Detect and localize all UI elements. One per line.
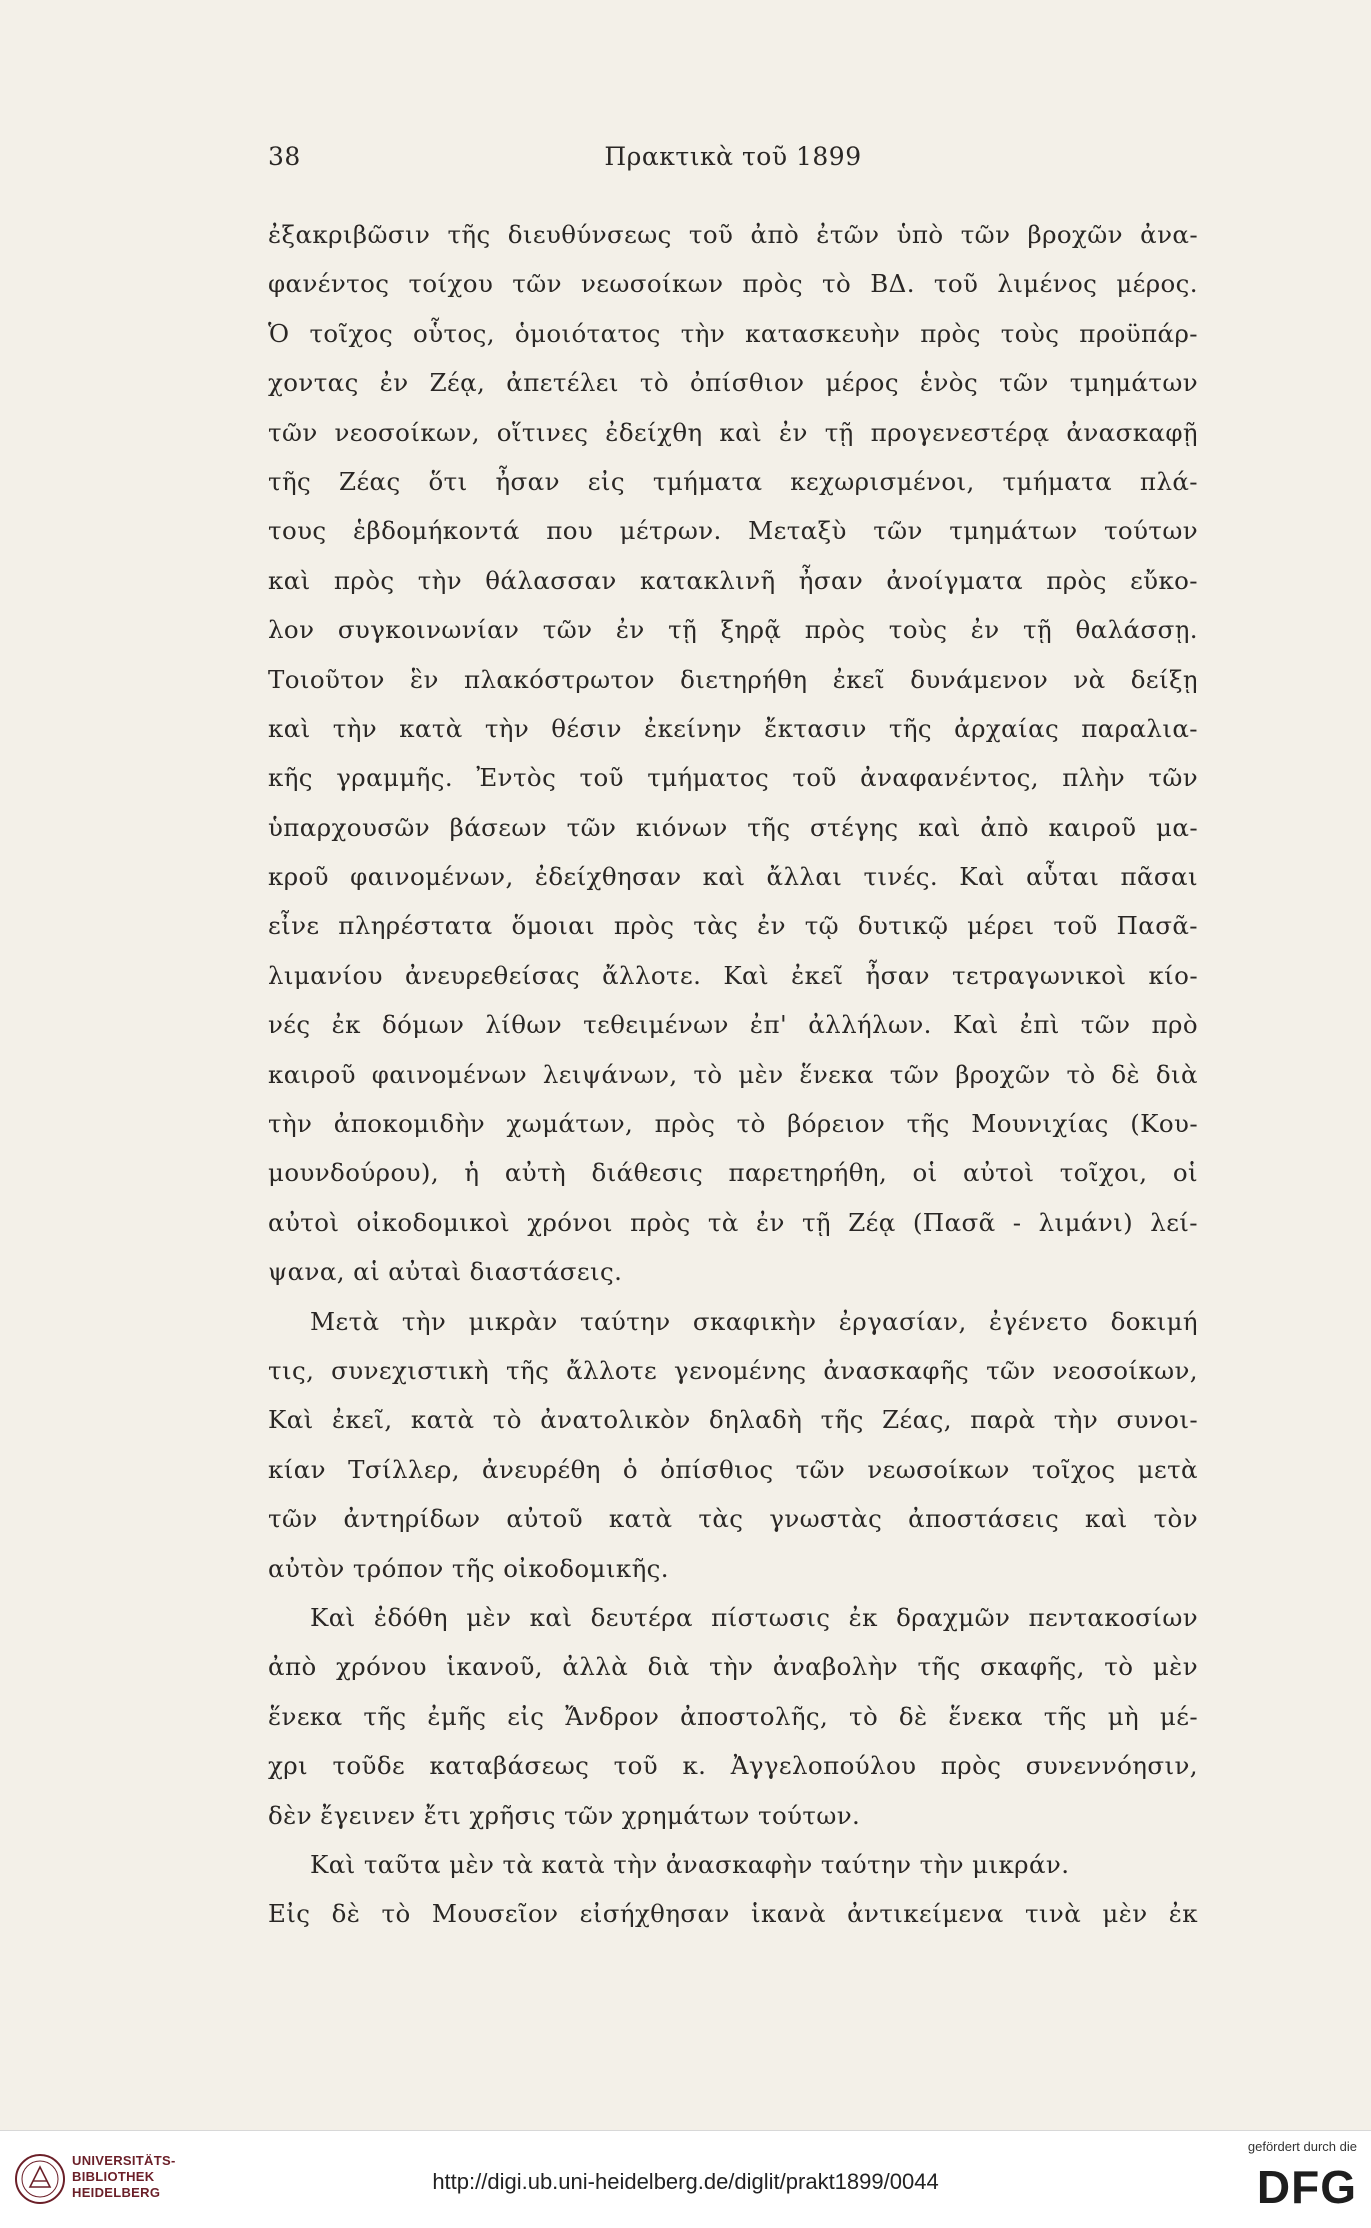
sponsor-logo[interactable]: [1207, 2139, 1357, 2223]
text-line: τῆς Ζέας ὅτι ἦσαν εἰς τμήματα κεχωρισμένοι, τμήματα πλά-: [268, 466, 1198, 496]
text-line: ὑπαρχουσῶν βάσεων τῶν κιόνων τῆς στέγης καὶ ἀπὸ καιροῦ μα-: [268, 812, 1198, 842]
text-line: Καὶ ἐδόθη μὲν καὶ δευτέρα πίστωσις ἐκ δραχμῶν πεντακοσίων: [310, 1602, 1198, 1632]
text-line: κροῦ φαινομένων, ἐδείχθησαν καὶ ἄλλαι τινές. Καὶ αὗται πᾶσαι: [268, 862, 1198, 892]
institution-line: BIBLIOTHEK: [72, 2169, 155, 2184]
text-line: Τοιοῦτον ἓν πλακόστρωτον διετηρήθη ἐκεῖ δυνάμενον νὰ δείξῃ: [268, 664, 1198, 694]
page-number: 38: [268, 142, 301, 171]
text-line: τις, συνεχιστικὴ τῆς ἄλλοτε γενομένης ἀνασκαφῆς τῶν νεοσοίκων,: [268, 1355, 1198, 1385]
text-line: ἀπὸ χρόνου ἱκανοῦ, ἀλλὰ διὰ τὴν ἀναβολὴν τῆς σκαφῆς, τὸ μὲν: [268, 1652, 1198, 1682]
text-line: τῶν ἀντηρίδων αὐτοῦ κατὰ τὰς γνωστὰς ἀποστάσεις καὶ τὸν: [268, 1504, 1198, 1534]
sponsor-caption: gefördert durch die: [1247, 2139, 1357, 2154]
text-line: ἕνεκα τῆς ἐμῆς εἰς Ἄνδρον ἀποστολῆς, τὸ δὲ ἕνεκα τῆς μὴ μέ-: [268, 1701, 1198, 1731]
text-line: κῆς γραμμῆς. Ἐντὸς τοῦ τμήματος τοῦ ἀναφανέντος, πλὴν τῶν: [268, 763, 1198, 793]
text-line: Ὁ τοῖχος οὗτος, ὁμοιότατος τὴν κατασκευὴν πρὸς τοὺς προϋπάρ-: [268, 318, 1198, 348]
text-line: αὐτὸν τρόπον τῆς οἰκοδομικῆς.: [268, 1553, 669, 1583]
text-line: Μετὰ τὴν μικρὰν ταύτην σκαφικὴν ἐργασίαν, ἐγένετο δοκιμή: [310, 1306, 1198, 1336]
text-line: Εἰς δὲ τὸ Μουσεῖον εἰσήχθησαν ἱκανὰ ἀντικείμενα τινὰ μὲν ἐκ: [268, 1899, 1198, 1929]
text-line: εἶνε πληρέστατα ὅμοιαι πρὸς τὰς ἐν τῷ δυτικῷ μέρει τοῦ Πασᾶ-: [268, 911, 1198, 941]
viewer-footer: [0, 2130, 1371, 2228]
permalink-url[interactable]: http://digi.ub.uni-heidelberg.de/diglit/prakt1899/0044: [432, 2169, 939, 2194]
text-line: λον συγκοινωνίαν τῶν ἐν τῇ ξηρᾷ πρὸς τοὺς ἐν τῇ θαλάσσῃ.: [268, 615, 1198, 645]
text-line: μουνδούρου), ἡ αὐτὴ διάθεσις παρετηρήθη, οἱ αὐτοὶ τοῖχοι, οἱ: [268, 1158, 1198, 1188]
text-line: δὲν ἔγεινεν ἔτι χρῆσις τῶν χρημάτων τούτων.: [268, 1800, 861, 1830]
text-line: καιροῦ φαινομένων λειψάνων, τὸ μὲν ἕνεκα τῶν βροχῶν τὸ δὲ διὰ: [268, 1059, 1198, 1089]
text-line: Καὶ ταῦτα μὲν τὰ κατὰ τὴν ἀνασκαφὴν ταύτην τὴν μικράν.: [310, 1849, 1070, 1879]
dfg-logo-text: DFG: [1256, 2161, 1357, 2213]
text-line: λιμανίου ἀνευρεθείσας ἄλλοτε. Καὶ ἐκεῖ ἦσαν τετραγωνικοὶ κίο-: [268, 960, 1198, 990]
text-line: καὶ πρὸς τὴν θάλασσαν κατακλινῆ ἦσαν ἀνοίγματα πρὸς εὔκο-: [268, 565, 1198, 595]
text-line: φανέντος τοίχου τῶν νεωσοίκων πρὸς τὸ ΒΔ. τοῦ λιμένος μέρος.: [268, 269, 1198, 299]
institution-line: UNIVERSITÄTS-: [72, 2153, 176, 2168]
text-line: τους ἑβδομήκοντά που μέτρων. Μεταξὺ τῶν τμημάτων τούτων: [268, 516, 1198, 546]
text-line: κίαν Τσίλλερ, ἀνευρέθη ὁ ὀπίσθιος τῶν νεωσοίκων τοῖχος μετὰ: [268, 1454, 1198, 1484]
text-line: καὶ τὴν κατὰ τὴν θέσιν ἐκείνην ἔκτασιν τῆς ἀρχαίας παραλια-: [268, 713, 1198, 743]
running-head: [268, 142, 1198, 182]
text-line: νές ἐκ δόμων λίθων τεθειμένων ἐπ' ἀλλήλων. Καὶ ἐπὶ τῶν πρὸ: [268, 1010, 1198, 1040]
text-line: χρι τοῦδε καταβάσεως τοῦ κ. Ἀγγελοπούλου πρὸς συνεννόησιν,: [268, 1751, 1198, 1781]
text-line: αὐτοὶ οἰκοδομικοὶ χρόνοι πρὸς τὰ ἐν τῇ Ζέᾳ (Πασᾶ - λιμάνι) λεί-: [268, 1207, 1198, 1237]
text-line: ἐξακριβῶσιν τῆς διευθύνσεως τοῦ ἀπὸ ἐτῶν ὑπὸ τῶν βροχῶν ἀνα-: [268, 220, 1198, 249]
text-line: Καὶ ἐκεῖ, κατὰ τὸ ἀνατολικὸν δηλαδὴ τῆς Ζέας, παρὰ τὴν συνοι-: [268, 1405, 1198, 1435]
text-line: χοντας ἐν Ζέᾳ, ἀπετέλει τὸ ὀπίσθιον μέρος ἑνὸς τῶν τμημάτων: [268, 368, 1198, 398]
text-line: τὴν ἀποκομιδὴν χωμάτων, πρὸς τὸ βόρειον τῆς Μουνιχίας (Κου-: [268, 1109, 1198, 1139]
text-line: ψανα, αἱ αὐταὶ διαστάσεις.: [268, 1257, 623, 1287]
institution-line: HEIDELBERG: [72, 2185, 161, 2200]
text-line: τῶν νεοσοίκων, οἵτινες ἐδείχθη καὶ ἐν τῇ προγενεστέρᾳ ἀνασκαφῇ: [268, 417, 1198, 447]
body-text: [268, 210, 1198, 1939]
running-title: Πρακτικὰ τοῦ 1899: [604, 142, 862, 171]
